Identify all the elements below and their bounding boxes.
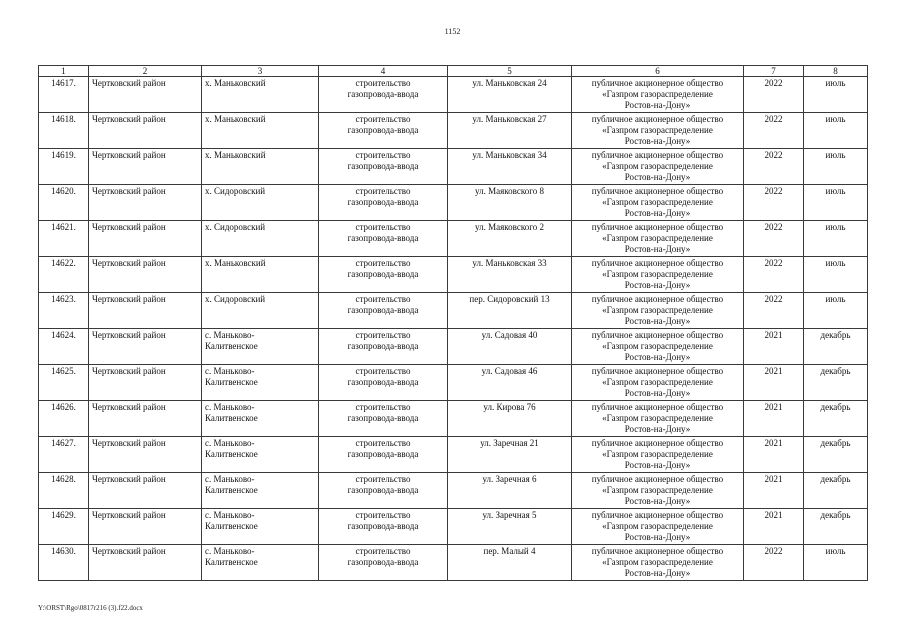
settlement-cell (202, 185, 319, 221)
month-cell: декабрь (804, 509, 868, 545)
work-type-cell (319, 185, 448, 221)
year-cell: 2022 (744, 545, 804, 581)
district-cell: Чертковский район (89, 365, 202, 401)
organization-cell-line: публичное акционерное общество (591, 258, 724, 268)
settlement-cell-line: Калитвенское (205, 377, 258, 387)
work-type-cell-line: газопровода-ввода (347, 557, 419, 567)
organization-cell-line: «Газпром газораспределение (602, 197, 713, 207)
work-type-cell-line: строительство (355, 330, 411, 340)
column-header: 8 (804, 66, 868, 77)
organization-cell-line: «Газпром газораспределение (602, 233, 713, 243)
work-type-cell-line: газопровода-ввода (347, 269, 419, 279)
address-cell: пер. Малый 4 (448, 545, 572, 581)
table-row (39, 509, 868, 545)
organization-cell-line: Ростов-на-Дону» (624, 316, 691, 326)
work-type-cell-line: строительство (355, 474, 411, 484)
year-cell: 2021 (744, 437, 804, 473)
settlement-cell (202, 257, 319, 293)
registry-table (38, 65, 868, 581)
row-number-cell: 14621. (39, 221, 89, 257)
work-type-cell-line: газопровода-ввода (347, 197, 419, 207)
settlement-cell-line: с. Маньково- (205, 330, 255, 340)
settlement-cell (202, 293, 319, 329)
organization-cell (572, 365, 744, 401)
organization-cell (572, 293, 744, 329)
settlement-cell-line: с. Маньково- (205, 366, 255, 376)
organization-cell-line: публичное акционерное общество (591, 366, 724, 376)
month-cell: декабрь (804, 365, 868, 401)
organization-cell-line: «Газпром газораспределение (602, 557, 713, 567)
work-type-cell-line: строительство (355, 222, 411, 232)
settlement-cell-line: Калитвенское (205, 449, 258, 459)
row-number-cell: 14623. (39, 293, 89, 329)
organization-cell-line: Ростов-на-Дону» (624, 136, 691, 146)
year-cell: 2021 (744, 329, 804, 365)
work-type-cell (319, 401, 448, 437)
row-number-cell: 14620. (39, 185, 89, 221)
work-type-cell-line: строительство (355, 366, 411, 376)
settlement-cell (202, 473, 319, 509)
settlement-cell (202, 437, 319, 473)
organization-cell (572, 509, 744, 545)
work-type-cell (319, 221, 448, 257)
row-number-cell: 14628. (39, 473, 89, 509)
organization-cell-line: публичное акционерное общество (591, 114, 724, 124)
organization-cell-line: публичное акционерное общество (591, 402, 724, 412)
organization-cell-line: «Газпром газораспределение (602, 413, 713, 423)
organization-cell-line: публичное акционерное общество (591, 294, 724, 304)
table-row (39, 77, 868, 113)
work-type-cell-line: газопровода-ввода (347, 89, 419, 99)
column-header: 3 (202, 66, 319, 77)
organization-cell (572, 473, 744, 509)
month-cell: декабрь (804, 329, 868, 365)
work-type-cell-line: газопровода-ввода (347, 521, 419, 531)
work-type-cell (319, 545, 448, 581)
organization-cell-line: публичное акционерное общество (591, 474, 724, 484)
organization-cell-line: публичное акционерное общество (591, 186, 724, 196)
district-cell: Чертковский район (89, 293, 202, 329)
work-type-cell-line: газопровода-ввода (347, 449, 419, 459)
table-row (39, 545, 868, 581)
year-cell: 2021 (744, 509, 804, 545)
month-cell: июль (804, 77, 868, 113)
organization-cell-line: Ростов-на-Дону» (624, 568, 691, 578)
address-cell: ул. Садовая 46 (448, 365, 572, 401)
table-row (39, 293, 868, 329)
district-cell: Чертковский район (89, 473, 202, 509)
settlement-cell-line: Калитвенское (205, 413, 258, 423)
organization-cell (572, 437, 744, 473)
settlement-cell-line: х. Маньковский (205, 78, 266, 88)
district-cell: Чертковский район (89, 509, 202, 545)
page-number: 1152 (444, 27, 461, 36)
year-cell: 2022 (744, 257, 804, 293)
row-number-cell: 14630. (39, 545, 89, 581)
work-type-cell-line: строительство (355, 438, 411, 448)
district-cell: Чертковский район (89, 329, 202, 365)
organization-cell-line: «Газпром газораспределение (602, 125, 713, 135)
settlement-cell (202, 509, 319, 545)
organization-cell-line: Ростов-на-Дону» (624, 100, 691, 110)
month-cell: июль (804, 545, 868, 581)
month-cell: июль (804, 257, 868, 293)
file-path-footer: Y:\ORST\Rgo\0817r216 (3).f22.docx (38, 604, 143, 612)
organization-cell-line: публичное акционерное общество (591, 78, 724, 88)
table-row (39, 437, 868, 473)
organization-cell-line: «Газпром газораспределение (602, 521, 713, 531)
column-header: 7 (744, 66, 804, 77)
address-cell: ул. Маяковского 8 (448, 185, 572, 221)
table-row (39, 149, 868, 185)
district-cell: Чертковский район (89, 113, 202, 149)
month-cell: июль (804, 149, 868, 185)
month-cell: июль (804, 185, 868, 221)
settlement-cell-line: с. Маньково- (205, 474, 255, 484)
work-type-cell-line: строительство (355, 258, 411, 268)
work-type-cell-line: газопровода-ввода (347, 341, 419, 351)
work-type-cell (319, 113, 448, 149)
address-cell: ул. Маньковская 27 (448, 113, 572, 149)
work-type-cell-line: газопровода-ввода (347, 413, 419, 423)
organization-cell (572, 329, 744, 365)
district-cell: Чертковский район (89, 545, 202, 581)
row-number-cell: 14619. (39, 149, 89, 185)
year-cell: 2022 (744, 293, 804, 329)
settlement-cell (202, 365, 319, 401)
year-cell: 2022 (744, 185, 804, 221)
address-cell: ул. Кирова 76 (448, 401, 572, 437)
organization-cell (572, 257, 744, 293)
year-cell: 2022 (744, 113, 804, 149)
organization-cell-line: публичное акционерное общество (591, 438, 724, 448)
organization-cell-line: «Газпром газораспределение (602, 161, 713, 171)
year-cell: 2021 (744, 473, 804, 509)
organization-cell-line: Ростов-на-Дону» (624, 388, 691, 398)
district-cell: Чертковский район (89, 257, 202, 293)
month-cell: декабрь (804, 437, 868, 473)
organization-cell-line: Ростов-на-Дону» (624, 244, 691, 254)
organization-cell-line: «Газпром газораспределение (602, 377, 713, 387)
organization-cell (572, 149, 744, 185)
work-type-cell-line: газопровода-ввода (347, 125, 419, 135)
table-row (39, 401, 868, 437)
organization-cell-line: публичное акционерное общество (591, 150, 724, 160)
table-row (39, 185, 868, 221)
column-header: 6 (572, 66, 744, 77)
table-row (39, 365, 868, 401)
work-type-cell-line: строительство (355, 114, 411, 124)
settlement-cell-line: с. Маньково- (205, 438, 255, 448)
table-row (39, 473, 868, 509)
organization-cell-line: Ростов-на-Дону» (624, 208, 691, 218)
organization-cell-line: Ростов-на-Дону» (624, 496, 691, 506)
address-cell: ул. Маньковская 24 (448, 77, 572, 113)
settlement-cell (202, 221, 319, 257)
row-number-cell: 14617. (39, 77, 89, 113)
work-type-cell (319, 77, 448, 113)
column-header: 1 (39, 66, 89, 77)
organization-cell-line: Ростов-на-Дону» (624, 352, 691, 362)
row-number-cell: 14629. (39, 509, 89, 545)
settlement-cell-line: х. Сидоровский (205, 186, 266, 196)
month-cell: июль (804, 221, 868, 257)
table-row (39, 113, 868, 149)
work-type-cell-line: газопровода-ввода (347, 305, 419, 315)
organization-cell-line: Ростов-на-Дону» (624, 460, 691, 470)
organization-cell-line: Ростов-на-Дону» (624, 280, 691, 290)
district-cell: Чертковский район (89, 185, 202, 221)
organization-cell-line: Ростов-на-Дону» (624, 172, 691, 182)
work-type-cell (319, 509, 448, 545)
work-type-cell-line: газопровода-ввода (347, 377, 419, 387)
table-row (39, 221, 868, 257)
organization-cell (572, 113, 744, 149)
district-cell: Чертковский район (89, 221, 202, 257)
district-cell: Чертковский район (89, 401, 202, 437)
settlement-cell-line: Калитвенское (205, 557, 258, 567)
year-cell: 2022 (744, 149, 804, 185)
row-number-cell: 14624. (39, 329, 89, 365)
organization-cell-line: «Газпром газораспределение (602, 305, 713, 315)
month-cell: декабрь (804, 473, 868, 509)
header-row (39, 66, 868, 77)
settlement-cell-line: Калитвенское (205, 341, 258, 351)
settlement-cell-line: х. Сидоровский (205, 222, 266, 232)
row-number-cell: 14618. (39, 113, 89, 149)
organization-cell-line: Ростов-на-Дону» (624, 532, 691, 542)
year-cell: 2022 (744, 77, 804, 113)
settlement-cell (202, 77, 319, 113)
work-type-cell (319, 365, 448, 401)
organization-cell-line: «Газпром газораспределение (602, 449, 713, 459)
month-cell: июль (804, 113, 868, 149)
district-cell: Чертковский район (89, 437, 202, 473)
address-cell: ул. Садовая 40 (448, 329, 572, 365)
settlement-cell (202, 113, 319, 149)
address-cell: ул. Заречная 21 (448, 437, 572, 473)
settlement-cell-line: с. Маньково- (205, 510, 255, 520)
settlement-cell-line: х. Маньковский (205, 150, 266, 160)
work-type-cell-line: строительство (355, 78, 411, 88)
address-cell: ул. Заречная 6 (448, 473, 572, 509)
table-row (39, 329, 868, 365)
month-cell: декабрь (804, 401, 868, 437)
settlement-cell-line: Калитвенское (205, 521, 258, 531)
organization-cell-line: публичное акционерное общество (591, 222, 724, 232)
address-cell: пер. Сидоровский 13 (448, 293, 572, 329)
organization-cell (572, 185, 744, 221)
work-type-cell-line: газопровода-ввода (347, 485, 419, 495)
work-type-cell (319, 329, 448, 365)
organization-cell (572, 221, 744, 257)
organization-cell-line: публичное акционерное общество (591, 330, 724, 340)
month-cell: июль (804, 293, 868, 329)
settlement-cell (202, 149, 319, 185)
organization-cell-line: «Газпром газораспределение (602, 341, 713, 351)
settlement-cell-line: х. Маньковский (205, 114, 266, 124)
column-header: 5 (448, 66, 572, 77)
work-type-cell-line: строительство (355, 546, 411, 556)
row-number-cell: 14622. (39, 257, 89, 293)
settlement-cell-line: с. Маньково- (205, 402, 255, 412)
table-body (39, 77, 868, 581)
organization-cell-line: публичное акционерное общество (591, 546, 724, 556)
year-cell: 2021 (744, 401, 804, 437)
address-cell: ул. Маньковская 33 (448, 257, 572, 293)
work-type-cell-line: строительство (355, 510, 411, 520)
column-header: 2 (89, 66, 202, 77)
row-number-cell: 14627. (39, 437, 89, 473)
work-type-cell-line: строительство (355, 186, 411, 196)
organization-cell (572, 77, 744, 113)
work-type-cell (319, 149, 448, 185)
settlement-cell-line: с. Маньково- (205, 546, 255, 556)
table-row (39, 257, 868, 293)
organization-cell (572, 545, 744, 581)
address-cell: ул. Маяковского 2 (448, 221, 572, 257)
work-type-cell-line: газопровода-ввода (347, 233, 419, 243)
settlement-cell (202, 401, 319, 437)
organization-cell-line: «Газпром газораспределение (602, 89, 713, 99)
district-cell: Чертковский район (89, 77, 202, 113)
organization-cell-line: публичное акционерное общество (591, 510, 724, 520)
organization-cell-line: «Газпром газораспределение (602, 269, 713, 279)
work-type-cell (319, 293, 448, 329)
settlement-cell (202, 545, 319, 581)
column-header: 4 (319, 66, 448, 77)
work-type-cell (319, 473, 448, 509)
settlement-cell-line: х. Сидоровский (205, 294, 266, 304)
work-type-cell (319, 437, 448, 473)
row-number-cell: 14626. (39, 401, 89, 437)
row-number-cell: 14625. (39, 365, 89, 401)
organization-cell (572, 401, 744, 437)
year-cell: 2021 (744, 365, 804, 401)
work-type-cell (319, 257, 448, 293)
settlement-cell-line: х. Маньковский (205, 258, 266, 268)
work-type-cell-line: газопровода-ввода (347, 161, 419, 171)
settlement-cell-line: Калитвенское (205, 485, 258, 495)
year-cell: 2022 (744, 221, 804, 257)
work-type-cell-line: строительство (355, 402, 411, 412)
address-cell: ул. Маньковская 34 (448, 149, 572, 185)
work-type-cell-line: строительство (355, 150, 411, 160)
settlement-cell (202, 329, 319, 365)
district-cell: Чертковский район (89, 149, 202, 185)
organization-cell-line: «Газпром газораспределение (602, 485, 713, 495)
work-type-cell-line: строительство (355, 294, 411, 304)
organization-cell-line: Ростов-на-Дону» (624, 424, 691, 434)
address-cell: ул. Заречная 5 (448, 509, 572, 545)
